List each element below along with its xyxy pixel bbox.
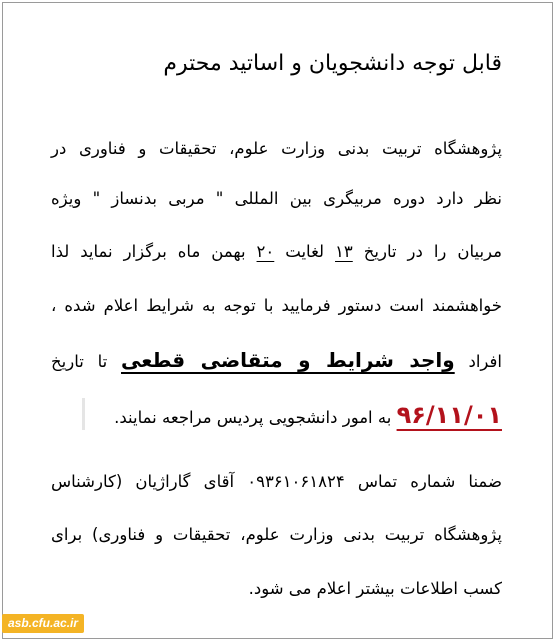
paragraph-line-3 xyxy=(51,242,502,261)
contact-line-2: پژوهشگاه تربیت بدنی وزارت علوم، تحقیقات و فناوری) برای xyxy=(51,525,502,544)
line-3-text-b: لغایت xyxy=(285,242,325,261)
site-watermark: asb.cfu.ac.ir xyxy=(2,614,84,633)
contact-line-3: کسب اطلاعات بیشتر اعلام می شود. xyxy=(248,579,502,598)
line-6-text: به امور دانشجویی پردیس مراجعه نمایند. xyxy=(114,408,392,427)
paragraph-line-1: پژوهشگاه تربیت بدنی وزارت علوم، تحقیقات و فناوری در xyxy=(51,139,502,158)
line-3-text-a: مربیان را در تاریخ xyxy=(363,242,502,261)
document-page xyxy=(2,2,553,639)
paragraph-line-2: نظر دارد دوره مربیگری بین المللی " مربی بدنساز " ویژه xyxy=(51,189,502,208)
notice-title: قابل توجه دانشجویان و اساتید محترم xyxy=(163,51,502,76)
paragraph-line-5 xyxy=(51,348,502,372)
line-5-text-b: تا تاریخ xyxy=(51,352,108,371)
end-day: ۲۰ xyxy=(256,242,275,261)
paragraph-line-4: خواهشمند است دستور فرمایید با توجه به شرایط اعلام شده ، xyxy=(51,296,502,315)
eligibility-emphasis: واجد شرایط و متقاضی قطعی xyxy=(121,348,455,372)
line-3-text-c: بهمن ماه برگزار نماید لذا xyxy=(51,242,246,261)
paragraph-line-6 xyxy=(114,401,502,429)
deadline-date: ۹۶/۱۱/۰۱ xyxy=(396,401,502,429)
text-cursor xyxy=(82,398,85,430)
line-5-text-a: افراد xyxy=(468,352,502,371)
contact-line-1: ضمنا شماره تماس ۰۹۳۶۱۰۶۱۸۲۴ آقای گاراژیان (کارشناس xyxy=(51,472,502,491)
start-day: ۱۳ xyxy=(335,242,353,261)
